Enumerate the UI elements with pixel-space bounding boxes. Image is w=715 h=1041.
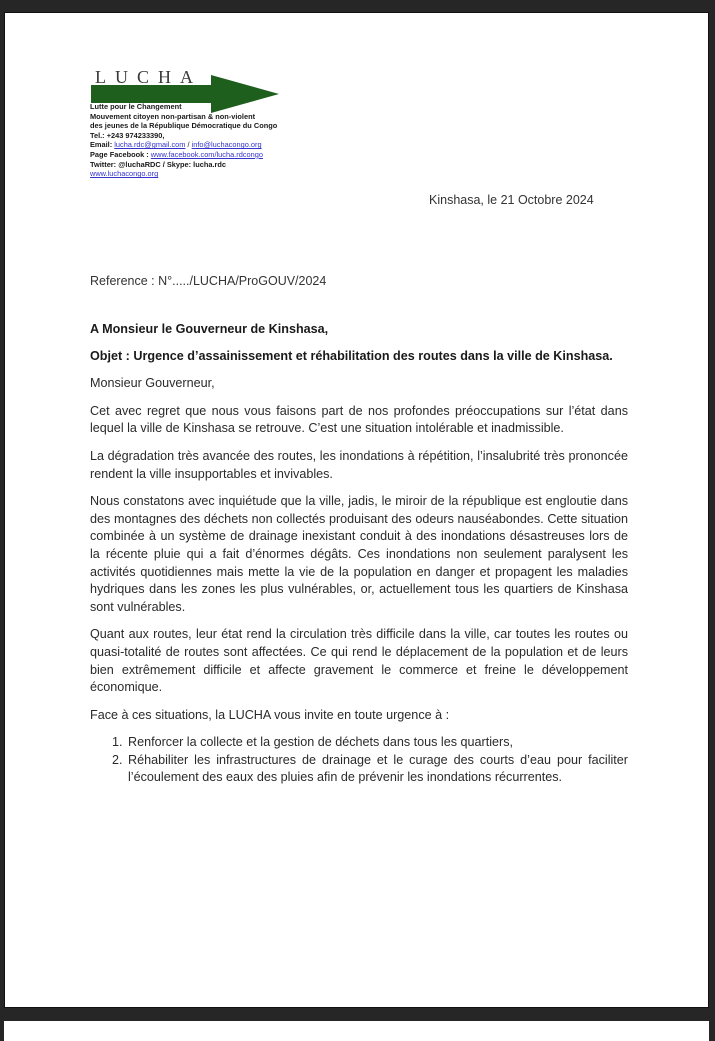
email-link-2[interactable]: info@luchacongo.org [191,140,262,150]
recipient: A Monsieur le Gouverneur de Kinshasa, [90,322,329,336]
salutation: Monsieur Gouverneur, [90,376,215,391]
org-name: Lutte pour le Changement [90,102,182,111]
org-desc-1: Mouvement citoyen non-partisan & non-violent [90,111,256,121]
email-sep: / [185,140,192,150]
org-desc-2: des jeunes de la République Démocratique du Congo [90,121,278,131]
facebook-link[interactable]: www.facebook.com/lucha.rdcongo [150,149,263,159]
demands-list [90,734,628,787]
subject: Objet : Urgence d’assainissement et réhabilitation des routes dans la ville de Kinshasa. [90,348,613,363]
date-line: Kinshasa, le 21 Octobre 2024 [429,193,594,207]
demand-item-1: 1. Renforcer la collecte et la gestion de déchets dans tous les quartiers, [126,734,628,752]
reference-line: Reference : N°...../LUCHA/ProGOUV/2024 [90,274,327,288]
org-contact-block [90,102,277,179]
org-twitter-line: Twitter: @luchaRDC / Skype: lucha.rdc [90,159,227,169]
paragraph-4: Quant aux routes, leur état rend la circulation très difficile dans la ville, car toutes les routes ou quasi-totalité de routes sont affectées. Ce qui rend le déplacement de la population et de leurs bien extrêmement difficile et affecte gravement le commerce et freine le développement économique. [90,627,628,695]
org-tel: Tel.: +243 974233390, [90,130,165,140]
next-page-edge [4,1021,709,1041]
facebook-label: Page Facebook : [90,149,149,159]
paragraph-5: Face à ces situations, la LUCHA vous invite en toute urgence à : [90,707,450,722]
demand-item-2: 2. Réhabiliter les infrastructures de drainage et le curage des courts d’eau pour faciliter l’écoulement des eaux des pluies afin de prévenir les inondations récurrentes. [126,752,628,787]
org-facebook-line [90,150,277,160]
paragraph-3: Nous constatons avec inquiétude que la ville, jadis, le miroir de la république est engloutie dans des montagnes des déchets non collectés produisant des odeurs nauséabondes. Cette situation combinée à un système de drainage inexistant conduit à des inondations désastreuses lors de la récente pluie qui a fait d’énormes dégâts. Ces inondations non seulement paralysent les activités quotidiennes mais mette la vie de la population en danger et propagent les maladies hydriques dans les zones les plus vulnérables, or, actuellement tous les quartiers de Kinshasa sont vulnérables. [90,494,628,614]
website-link[interactable]: www.luchacongo.org [90,169,159,179]
email-link-1[interactable]: lucha.rdc@gmail.com [114,140,186,150]
letter-body [90,321,628,787]
document-page [4,12,709,1008]
paragraph-1: Cet avec regret que nous vous faisons part de nos profondes préoccupations sur l’état dans lequel la ville de Kinshasa se retrouve. C’est une situation intolérable et inadmissible. [90,403,628,436]
email-label: Email: [90,140,113,150]
paragraph-2: La dégradation très avancée des routes, les inondations à répétition, l’insalubrité très prononcée rendent la ville insupportables et invivables. [90,448,628,481]
org-email-line [90,140,277,150]
logo-text: LUCHA [95,67,202,87]
